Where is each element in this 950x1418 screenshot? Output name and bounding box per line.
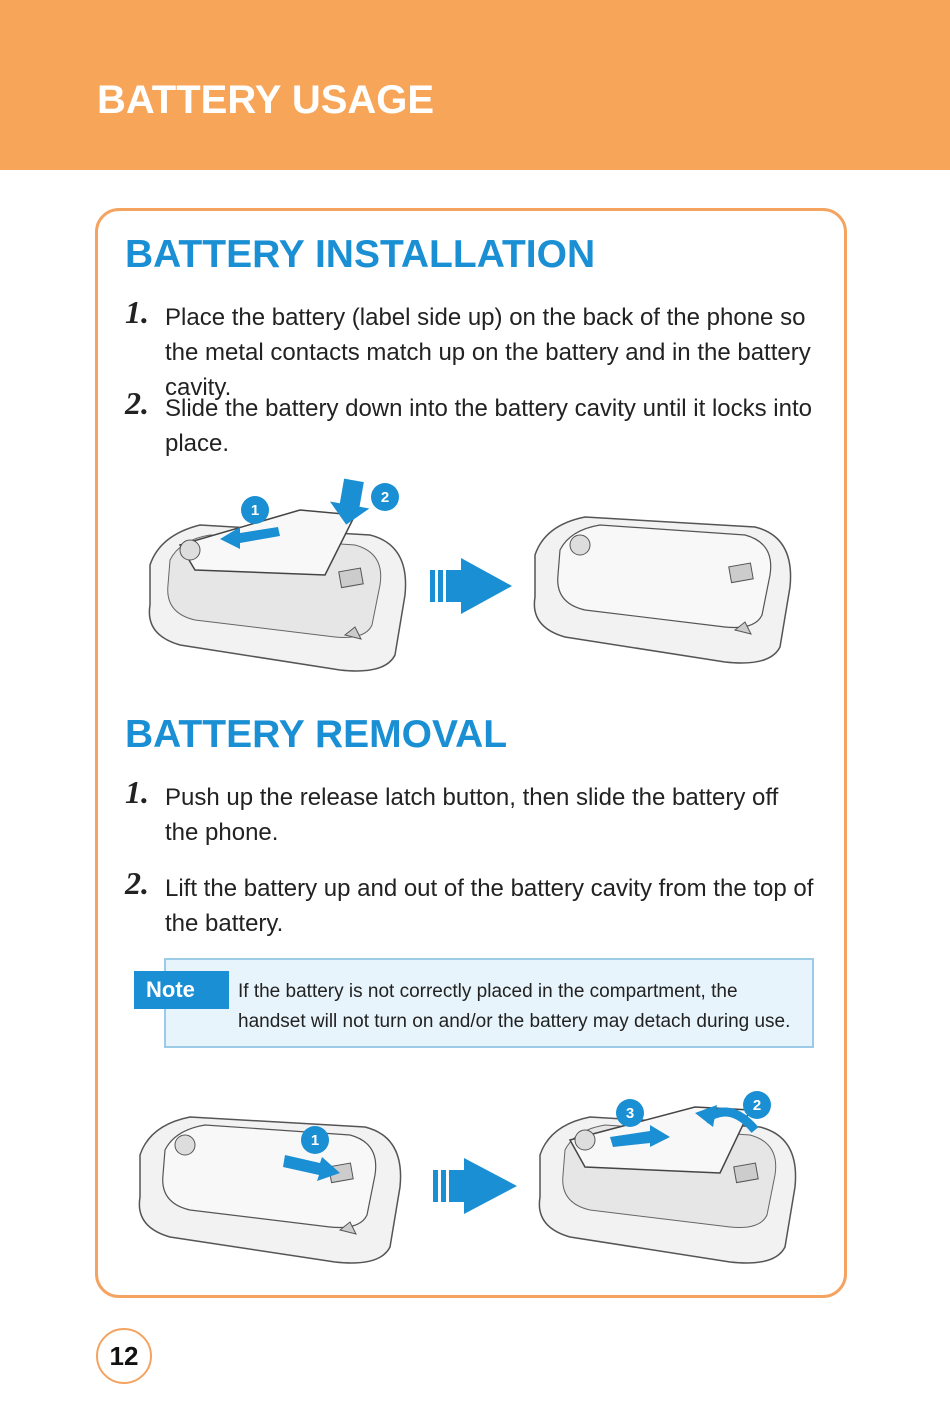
removal-title: BATTERY REMOVAL (125, 713, 508, 756)
step-text: Slide the battery down into the battery cavity until it locks into place. (165, 395, 813, 457)
phone-battery-lifting-illustration (539, 1091, 795, 1263)
step-number: 1. (125, 774, 149, 810)
note-tag: Note (134, 971, 229, 1009)
phone-latch-illustration (139, 1117, 400, 1263)
phone-with-battery-illustration (149, 477, 405, 671)
step-number: 2. (125, 385, 149, 421)
step-text: Place the battery (label side up) on the back of the phone so the metal contacts match up on the battery and in the battery cavity. (165, 304, 811, 401)
removal-illustration (135, 1085, 815, 1285)
callout-2: 2 (752, 1097, 762, 1114)
page-title: BATTERY USAGE (97, 78, 435, 122)
installation-title: BATTERY INSTALLATION (125, 233, 596, 276)
step-text: Push up the release latch button, then slide the battery off the phone. (165, 784, 779, 846)
callout-3: 3 (625, 1105, 635, 1122)
installation-illustration (140, 475, 820, 685)
note-text: If the battery is not correctly placed in the compartment, the handset will not turn on and/or the battery may detach during use. (238, 981, 791, 1032)
phone-battery-installed-illustration (534, 517, 790, 663)
step-number: 2. (125, 865, 149, 901)
next-step-arrow-icon (430, 558, 512, 614)
step-number: 1. (125, 294, 149, 330)
step-text: Lift the battery up and out of the battery cavity from the top of the battery. (165, 875, 814, 937)
next-step-arrow-icon (433, 1158, 517, 1214)
callout-1: 1 (250, 502, 260, 519)
callout-2: 2 (380, 489, 390, 506)
page-number: 12 (96, 1328, 152, 1384)
callout-1: 1 (310, 1132, 320, 1149)
